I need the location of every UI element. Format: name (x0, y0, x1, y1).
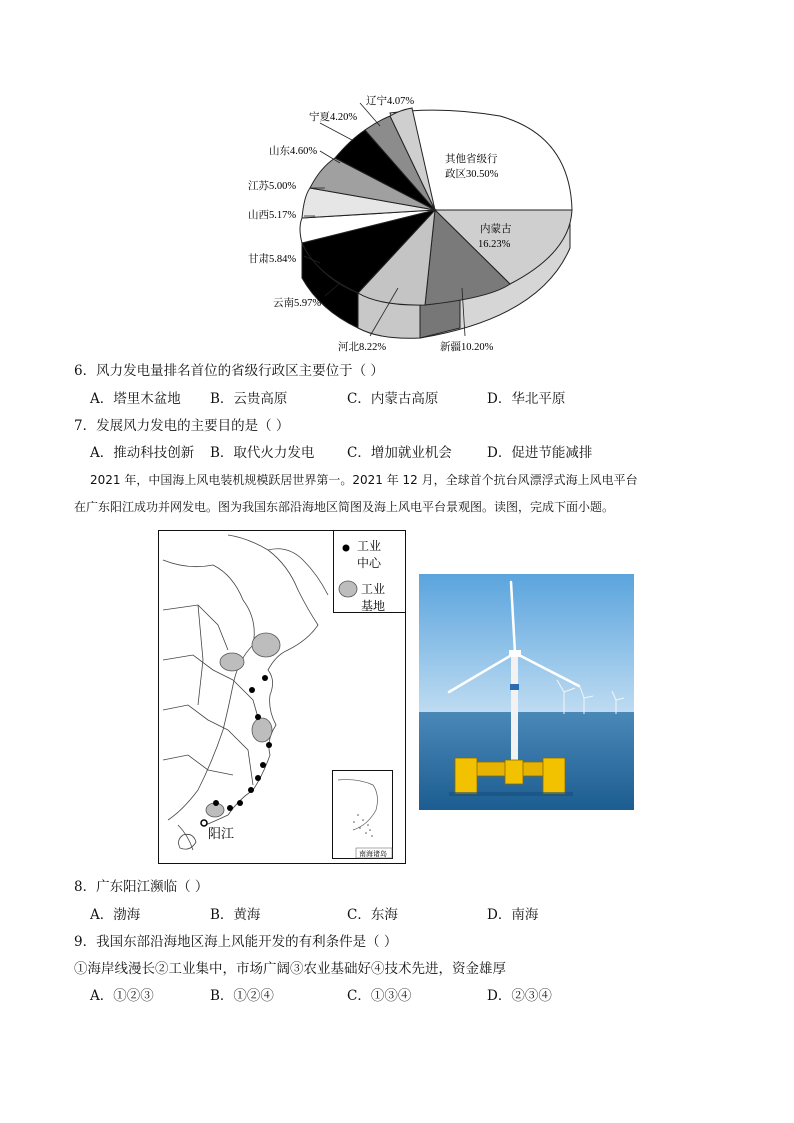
q7-stem: 7．发展风力发电的主要目的是（ ） (74, 418, 290, 434)
pie-label-hebei: 河北8.22% (338, 342, 387, 353)
passage-line-2: 在广东阳江成功并网发电。图为我国东部沿海地区简图及海上风电平台景观图。读图，完成下面小题。 (74, 500, 615, 514)
industrial-base-hebei (220, 653, 244, 671)
tower-band (510, 684, 519, 690)
q8-option-a[interactable]: A．渤海 (90, 907, 141, 923)
q7-option-c[interactable]: C．增加就业机会 (347, 445, 452, 461)
legend-center-text-1: 工业 (357, 539, 382, 553)
q8-option-d[interactable]: D．南海 (487, 907, 539, 923)
pie-label-neimenggu-value: 16.23% (478, 239, 511, 250)
legend-industrial-base-swatch (339, 581, 357, 597)
map-inset-box (333, 771, 393, 859)
q6-option-a[interactable]: A．塔里木盆地 (90, 391, 181, 407)
industrial-base-yangtze (252, 718, 272, 742)
q9-conditions: ①海岸线漫长②工业集中，市场广阔③农业基础好④技术先进，资金雄厚 (74, 961, 506, 977)
yangjiang-label: 阳江 (208, 827, 235, 842)
pie-label-other: 其他省级行 (445, 154, 498, 165)
q7-option-d[interactable]: D．促进节能减排 (487, 445, 593, 461)
q7-option-a[interactable]: A．推动科技创新 (90, 445, 195, 461)
pie-label-yunnan: 云南5.97% (273, 298, 322, 309)
legend-center-text-2: 中心 (357, 556, 382, 570)
pie-label-gansu: 甘肃5.84% (248, 254, 297, 265)
pie-label-jiangsu: 江苏5.00% (248, 181, 297, 192)
q6-option-b[interactable]: B．云贵高原 (210, 391, 288, 407)
q9-option-b[interactable]: B．①②④ (210, 988, 274, 1004)
q6-option-c[interactable]: C．内蒙古高原 (347, 391, 439, 407)
q9-option-d[interactable]: D．②③④ (487, 988, 552, 1004)
industrial-base-beijing-tianjin (252, 633, 280, 657)
q8-option-c[interactable]: C．东海 (347, 907, 398, 923)
pie-label-other-value: 政区30.50% (445, 169, 499, 180)
q9-option-c[interactable]: C．①③④ (347, 988, 412, 1004)
q7-option-b[interactable]: B．取代火力发电 (210, 445, 315, 461)
offshore-wind-platform-photo (419, 574, 634, 810)
legend-base-text-1: 工业 (361, 582, 386, 596)
q8-stem: 8．广东阳江濒临（ ） (74, 879, 209, 895)
q9-stem: 9．我国东部沿海地区海上风能开发的有利条件是（ ） (74, 934, 398, 950)
pie-label-xinjiang: 新疆10.20% (440, 342, 494, 353)
turbine-tower (511, 654, 518, 766)
q6-option-d[interactable]: D．华北平原 (487, 391, 566, 407)
legend-industrial-center-dot (343, 545, 350, 552)
passage-line-1: 2021 年，中国海上风电装机规模跃居世界第一。2021 年 12 月，全球首个抗台风漂浮式海上风电平台 (90, 473, 638, 487)
legend-base-text-2: 基地 (361, 599, 386, 613)
yangjiang-marker (201, 820, 207, 826)
q8-option-b[interactable]: B．黄海 (210, 907, 261, 923)
wind-power-pie-chart (240, 88, 580, 360)
inset-label: 南海诸岛 (359, 850, 387, 858)
pie-label-neimenggu: 内蒙古 (480, 224, 512, 235)
q6-stem: 6．风力发电量排名首位的省级行政区主要位于（ ） (74, 363, 384, 379)
pie-label-ningxia: 宁夏4.20% (309, 112, 358, 123)
pie-label-shanxi: 山西5.17% (248, 210, 297, 221)
q9-option-a[interactable]: A．①②③ (90, 988, 154, 1004)
pie-label-liaoning: 辽宁4.07% (366, 96, 415, 107)
pie-label-shandong: 山东4.60% (269, 146, 318, 157)
east-china-coast-map (158, 530, 406, 864)
